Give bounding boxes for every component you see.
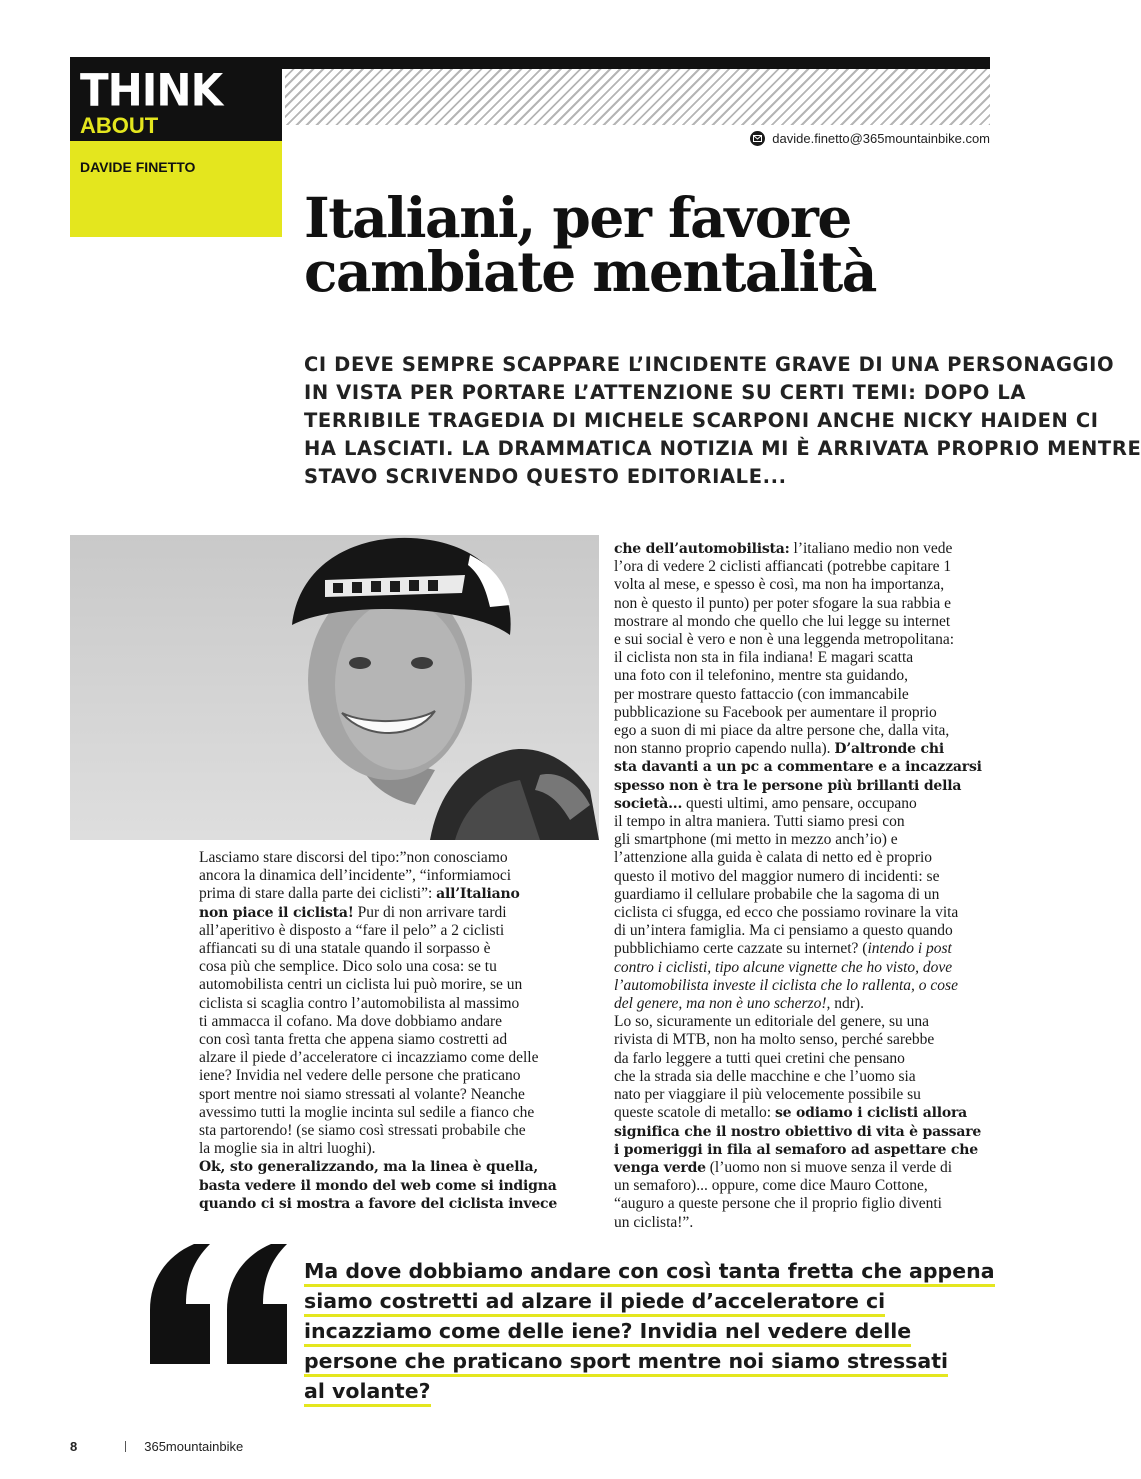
text-line (614, 795, 982, 813)
text-line: guardiamo il cellulare probabile che la sagoma di un (614, 885, 940, 903)
section-title-think: THINK (80, 64, 223, 117)
pull-quote (304, 1257, 995, 1407)
page-footer (70, 1439, 243, 1454)
text-span-bold: D’altronde chi (834, 741, 944, 758)
title-line: Italiani, per favore (304, 185, 851, 250)
text-line (614, 995, 982, 1013)
text-line-bold: significa che il nostro obiettivo di vita è passare (614, 1123, 982, 1140)
text-line (614, 940, 982, 958)
text-line: mostrare al mondo che quello che lui legge su internet (614, 612, 951, 630)
rider-portrait-image (70, 535, 599, 840)
lede-line: CI DEVE SEMPRE SCAPPARE L’INCIDENTE GRAVE DI UNA PERSONAGGIO (304, 353, 1115, 376)
text-line: alzare il piede d’acceleratore ci incazziamo come delle (199, 1049, 539, 1067)
author-box (70, 141, 282, 237)
pull-quote-line (304, 1347, 995, 1377)
pull-quote-text: incazziamo come delle iene? Invidia nel vedere delle (304, 1319, 911, 1347)
text-span: questi ultimi, amo pensare, occupano (686, 794, 917, 812)
text-span-italic: del genere, ma non è uno scherzo!, (614, 995, 831, 1013)
text-span-bold: non piace il ciclista! (199, 904, 354, 921)
text-span-bold: società... (614, 795, 683, 812)
text-line: all’aperitivo è disposto a “fare il pelo” a 2 ciclisti (199, 921, 505, 939)
text-line (614, 740, 982, 758)
pull-quote-text: siamo costretti ad alzare il piede d’acceleratore ci (304, 1289, 885, 1317)
text-span: non stanno proprio capendo nulla). (614, 740, 831, 758)
text-line-italic: contro i ciclisti, tipo alcune vignette che ho visto, dove (614, 958, 953, 976)
lede-line: IN VISTA PER PORTARE L’ATTENZIONE SU CERTI TEMI: DOPO LA (304, 381, 1027, 404)
author-email[interactable] (750, 131, 990, 146)
text-line: che la strada sia delle macchine e che l’uomo sia (614, 1067, 916, 1085)
text-span-bold: che dell’automobilista: (614, 541, 790, 557)
text-line: ciclista si scaglia contro l’automobilista al massimo (199, 994, 520, 1012)
text-span-italic: intendo i post (867, 940, 952, 958)
text-line: ancora la dinamica dell’incidente”, “informiamoci (199, 867, 512, 885)
text-line (614, 540, 982, 558)
text-line: un ciclista!”. (614, 1213, 694, 1231)
article-lede (304, 351, 1141, 491)
text-line-italic: l’automobilista investe il ciclista che lo rallenta, o cose (614, 976, 958, 994)
author-name: DAVIDE FINETTO (80, 159, 196, 175)
text-line: ego a suon di mi piace da altre persone che, dalla vita, (614, 722, 950, 740)
text-line: Lasciamo stare discorsi del tipo:”non conosciamo (199, 849, 508, 866)
text-line: cosa più che semplice. Dico solo una cosa: se tu (199, 958, 497, 976)
text-line: questo il motivo del maggior numero di incidenti: se (614, 867, 940, 885)
text-line-bold: quando ci si mostra a favore del ciclista invece (199, 1195, 558, 1212)
lede-line: HA LASCIATI. LA DRAMMATICA NOTIZIA MI È ARRIVATA PROPRIO MENTRE (304, 437, 1141, 460)
pull-quote-text: Ma dove dobbiamo andare con così tanta fretta che appena (304, 1259, 995, 1287)
text-line: l’ora di vedere 2 ciclisti affiancati (potrebbe capitare 1 (614, 558, 952, 576)
lede-line: TERRIBILE TRAGEDIA DI MICHELE SCARPONI ANCHE NICKY HAIDEN CI (304, 409, 1099, 432)
text-line: gli smartphone (mi metto in mezzo anch’io) e (614, 831, 898, 849)
text-span: Pur di non arrivare tardi (357, 903, 507, 921)
text-span: queste scatole di metallo: (614, 1104, 772, 1122)
pull-quote-line (304, 1287, 995, 1317)
article-column-left (199, 849, 557, 1213)
text-line-bold: i pomeriggi in fila al semaforo ad aspettare che (614, 1141, 978, 1158)
text-span-bold: all’Italiano (436, 886, 520, 903)
text-line: pubblicazione su Facebook per aumentare il proprio (614, 703, 937, 721)
text-line: da farlo leggere a tutti quei cretini che pensano (614, 1049, 905, 1067)
quote-marks-icon (146, 1244, 296, 1364)
text-line (199, 885, 557, 903)
text-span: prima di stare dalla parte dei ciclisti”: (199, 885, 433, 903)
text-span: l’italiano medio non vede (793, 540, 953, 557)
footer-divider (125, 1441, 126, 1452)
text-line: avessimo tutti la moglie incinta sul sedile a fianco che (199, 1103, 535, 1121)
article-title (304, 185, 1004, 304)
text-line: la moglie sia in altri luoghi). (199, 1140, 376, 1158)
lede-line: STAVO SCRIVENDO QUESTO EDITORIALE... (304, 465, 787, 488)
mail-icon (750, 131, 765, 146)
text-line: volta al mese, e spesso è così, ma non ha importanza, (614, 576, 945, 594)
text-line: il ciclista non sta in fila indiana! E magari scatta (614, 649, 914, 667)
text-line: sta partorendo! (se siamo così stressati probabile che (199, 1122, 526, 1140)
text-line: una foto con il telefonino, mentre sta guidando, (614, 667, 908, 685)
email-address[interactable]: davide.finetto@365mountainbike.com (772, 131, 990, 146)
page-number: 8 (70, 1439, 78, 1454)
title-line: cambiate mentalità (304, 239, 876, 304)
text-span-bold: se odiamo i ciclisti allora (774, 1105, 968, 1122)
text-line: rivista di MTB, non ha molto senso, perché sarebbe (614, 1031, 935, 1049)
text-line: il tempo in altra maniera. Tutti siamo presi con (614, 813, 905, 831)
publication-name: 365mountainbike (144, 1439, 244, 1454)
pull-quote-text: al volante? (304, 1379, 431, 1407)
text-line: nato per viaggiare il più velocemente possibile su (614, 1086, 921, 1104)
pull-quote-line (304, 1257, 995, 1287)
text-line-bold: spesso non è tra le persone più brillanti della (614, 777, 962, 794)
text-line: non è questo il punto) per poter sfogare la sua rabbia e (614, 594, 952, 612)
text-line: con così tanta fretta che appena siamo costretti ad (199, 1031, 508, 1049)
section-title-about: ABOUT (80, 113, 159, 138)
text-line: “auguro a queste persone che il proprio figlio diventi (614, 1195, 942, 1213)
text-line: di un’intera famiglia. Ma ci pensiamo a questo quando (614, 922, 953, 940)
pull-quote-line (304, 1317, 995, 1347)
text-line: affiancati su di una statale quando il sorpasso è (199, 940, 491, 958)
text-line: e sui social è vero e non è una leggenda metropolitana: (614, 631, 955, 649)
article-column-right (614, 540, 982, 1232)
text-line-bold: sta davanti a un pc a commentare e a incazzarsi (614, 759, 982, 776)
text-span: ndr). (830, 995, 864, 1013)
text-line: per mostrare questo fattaccio (con immancabile (614, 685, 909, 703)
text-line-bold: basta vedere il mondo del web come si indigna (199, 1177, 557, 1194)
text-line: ciclista ci sfugga, ed ecco che possiamo rovinare la vita (614, 904, 959, 922)
text-span-bold: venga verde (614, 1159, 706, 1176)
pull-quote-text: persone che praticano sport mentre noi siamo stressati (304, 1349, 948, 1377)
text-line: ti ammacca il cofano. Ma dove dobbiamo andare (199, 1012, 502, 1030)
text-line: sport mentre noi siamo stressati al volante? Neanche (199, 1085, 525, 1103)
text-line (614, 1104, 982, 1122)
text-span: pubblichiamo certe cazzate su internet? ( (614, 940, 868, 958)
text-line: iene? Invidia nel vedere delle persone che praticano (199, 1067, 521, 1085)
text-line (614, 1159, 982, 1177)
text-line: Lo so, sicuramente un editoriale del genere, su una (614, 1013, 930, 1031)
text-line: automobilista centri un ciclista lui può morire, se un (199, 976, 523, 994)
pull-quote-line (304, 1377, 995, 1407)
text-span: (l’uomo non si muove senza il verde di (705, 1158, 953, 1176)
text-line-bold: Ok, sto generalizzando, ma la linea è quella, (199, 1159, 539, 1176)
text-line: un semaforo)... oppure, come dice Mauro Cottone, (614, 1177, 928, 1195)
hatch-pattern (285, 69, 990, 125)
text-line (199, 904, 557, 922)
text-line: l’attenzione alla guida è calata di netto ed è proprio (614, 849, 933, 867)
